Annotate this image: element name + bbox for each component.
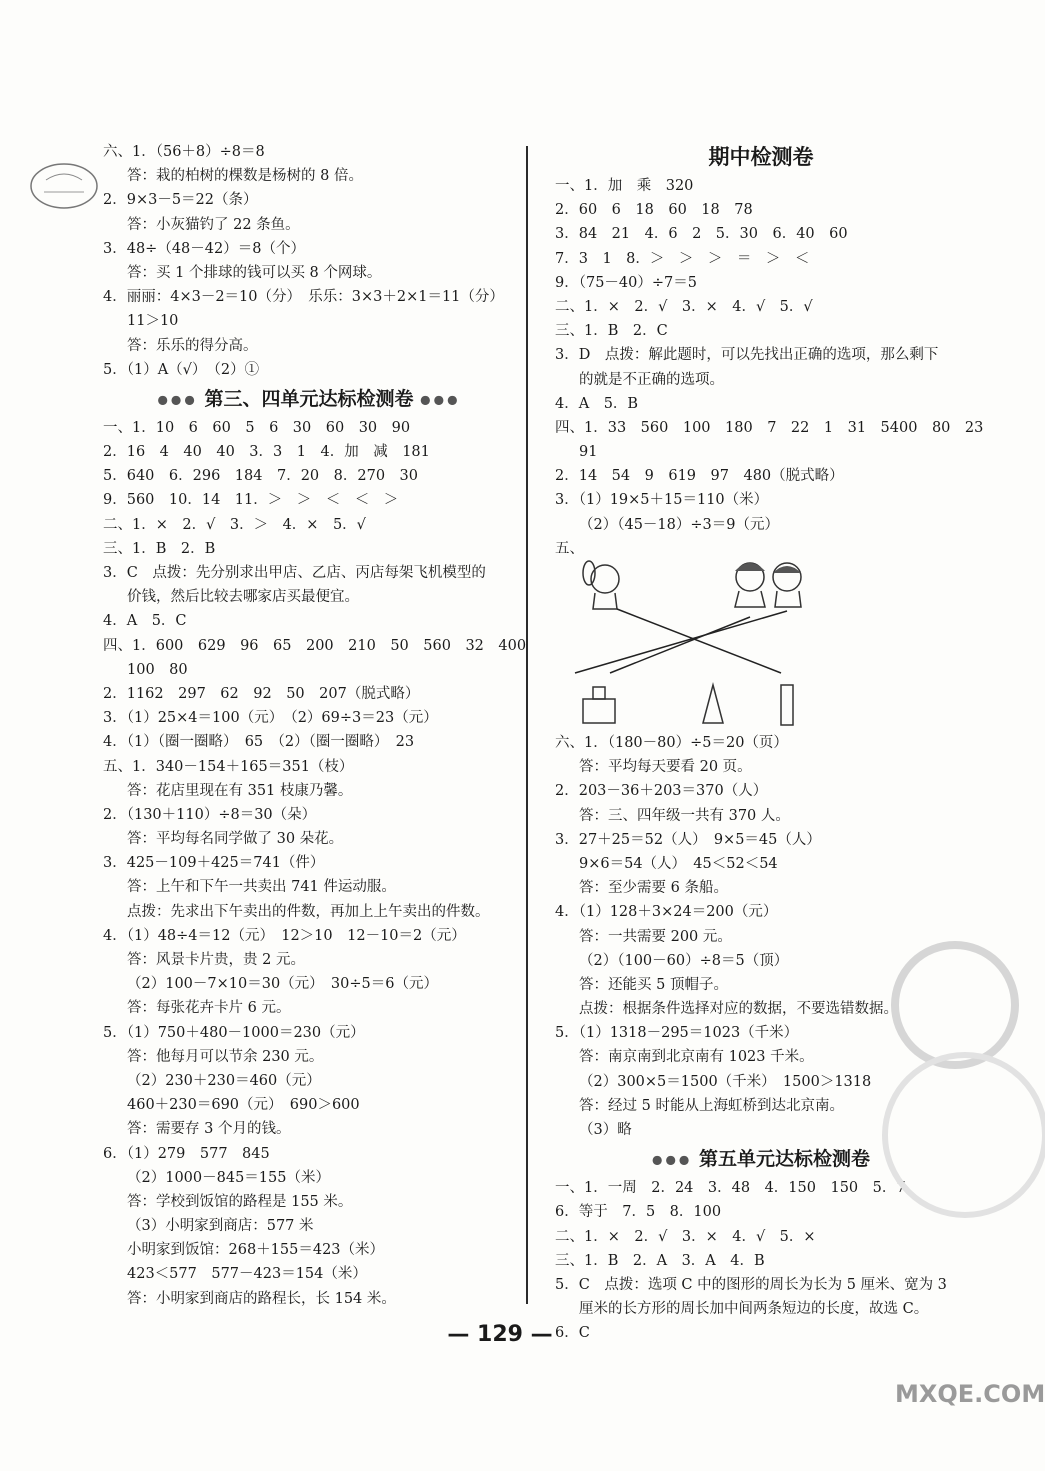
answer-line: 答：三、四年级一共有 370 人。 (579, 807, 790, 824)
answer-line: 答：还能买 5 顶帽子。 (579, 976, 728, 993)
matching-picture (555, 561, 967, 681)
answer-line: （2）300×5＝1500（千米） 1500＞1318 (579, 1073, 872, 1090)
building-icon (583, 687, 615, 723)
answer-line: 4．（1）48÷4＝12（元） 12＞10 12－10＝2（元） (103, 927, 466, 944)
answer-line: 9．（75－40）÷7＝5 (555, 274, 697, 291)
answer-line: （2）100－7×10＝30（元） 30÷5＝6（元） (127, 976, 438, 993)
answer-line: 2．203－36＋203＝370（人） (555, 783, 768, 800)
answer-line: 一、1．一周 2．24 3．48 4．150 150 5．7 (555, 1180, 906, 1197)
answer-line: 四、1．33 560 100 180 7 22 1 31 5400 80 23 (555, 419, 984, 436)
answer-line: 6．C (555, 1325, 590, 1342)
girl-icon (735, 563, 765, 607)
answer-line: 答：小明家到商店的路程长，长 154 米。 (127, 1290, 396, 1307)
matching-lines-figure (555, 561, 967, 681)
answer-line: 二、1．× 2．√ 3．＞ 4．× 5．√ (103, 516, 366, 533)
answer-line: 答：风景卡片贵，贵 2 元。 (127, 952, 305, 968)
answer-line: 5．（1）750＋480－1000＝230（元） (103, 1024, 365, 1041)
answer-line: 6．等于 7．5 8．100 (555, 1204, 722, 1221)
answer-line: （2）（100－60）÷8＝5（顶） (579, 952, 789, 969)
answer-line: 9．560 10．14 11．＞ ＞ ＜ ＜ ＞ (103, 492, 399, 509)
answer-line: 3．D 点拨：解此题时，可以先找出正确的选项，那么剩下 (555, 347, 939, 364)
study-stamp-icon (28, 160, 100, 212)
answer-line: 9×6＝54（人） 45＜52＜54 (579, 855, 778, 872)
answer-line: （2）230＋230＝460（元） (127, 1072, 321, 1089)
answer-line: 3．84 21 4．6 2 5．30 6．40 60 (555, 226, 848, 243)
answer-line: 的就是不正确的选项。 (579, 371, 724, 388)
answer-line: 一、1．10 6 60 5 6 30 60 30 90 (103, 419, 411, 436)
answer-line: 5．C 点拨：选项 C 中的图形的周长为长为 5 厘米、宽为 3 (555, 1276, 947, 1293)
answer-line: 2．9×3－5＝22（条） (103, 192, 258, 209)
answer-line: 答：买 1 个排球的钱可以买 8 个网球。 (127, 264, 382, 281)
answer-line: 三、1．B 2．A 3．A 4．B (555, 1252, 765, 1269)
answer-line: 价钱，然后比较去哪家店买最便宜。 (127, 589, 359, 606)
section-title-midterm: 期中检测卷 (708, 145, 814, 169)
answer-line: 答：平均每天要看 20 页。 (579, 759, 752, 776)
section-dots-icon: ●●● (651, 1152, 693, 1167)
section-title-unit34: ●●● 第三、四单元达标检测卷 ●●● (157, 387, 461, 410)
answer-line: 5．（1）1318－295＝1023（千米） (555, 1025, 799, 1042)
answer-line: 二、1．× 2．√ 3．× 4．√ 5．× (555, 1228, 816, 1245)
left-column (103, 140, 527, 1311)
answer-line: （2）（45－18）÷3＝9（元） (579, 516, 779, 533)
answer-line: 2．16 4 40 40 3．3 1 4．加 减 181 (103, 444, 430, 461)
answer-line: 答：乐乐的得分高。 (127, 337, 258, 354)
answer-line: （2）1000－845＝155（米） (127, 1169, 330, 1186)
section-dots-icon: ●●● (420, 392, 461, 407)
answer-line: 答：他每月可以节余 230 元。 (127, 1048, 324, 1065)
answer-line: 答：南京南到北京南有 1023 千米。 (579, 1049, 814, 1066)
answer-line: 4．A 5．C (103, 613, 187, 630)
answer-line: （3）小明家到商店：577 米 (127, 1218, 314, 1235)
answer-line: 答：一共需要 200 元。 (579, 928, 732, 945)
answer-line: 100 80 (127, 661, 188, 678)
answer-line: 二、1．× 2．√ 3．× 4．√ 5．√ (555, 298, 813, 315)
page-number: — 129 — (447, 1322, 553, 1347)
answer-line: 2．60 6 18 60 18 78 (555, 202, 753, 219)
answer-line: 3．48÷（48－42）＝8（个） (103, 240, 305, 257)
answer-line: 三、1．B 2．B (103, 540, 216, 557)
answer-line: 5．640 6．296 184 7．20 8．270 30 (103, 468, 419, 485)
answer-line: 6．（1）279 577 845 (103, 1145, 270, 1162)
answer-line: 五、1．340－154＋165＝351（枝） (103, 758, 354, 775)
answer-line: 2．1162 297 62 92 50 207（脱式略） (103, 685, 420, 702)
cuboid-icon (781, 685, 793, 725)
column-divider (526, 146, 528, 1304)
answer-line: 3．C 点拨：先分别求出甲店、乙店、丙店每架飞机模型的 (103, 565, 486, 581)
mascot-watermark-icon (845, 935, 1005, 1225)
answer-line: 五、 (555, 540, 584, 557)
answer-line: 答：栽的柏树的棵数是杨树的 8 倍。 (127, 168, 363, 185)
answer-line: 四、1．600 629 96 65 200 210 50 560 32 400 (103, 637, 527, 654)
answer-line: 厘米的长方形的周长加中间两条短边的长度，故选 C。 (579, 1301, 929, 1318)
answer-line: 4．A 5．B (555, 395, 639, 412)
answer-line: 答：花店里现在有 351 枝康乃馨。 (127, 782, 353, 799)
answer-line: 点拨：先求出下午卖出的件数，再加上上午卖出的件数。 (127, 903, 490, 920)
answer-line: 答：至少需要 6 条船。 (579, 880, 728, 897)
answer-line: 点拨：根据条件选择对应的数据，不要选错数据。 (579, 1001, 898, 1018)
answer-line: 7．3 1 8．＞ ＞ ＞ ＝ ＞ ＜ (555, 250, 810, 267)
answer-line: 4．丽丽：4×3－2＝10（分） 乐乐：3×3＋2×1＝11（分） (103, 289, 504, 306)
answer-line: 2．（130＋110）÷8＝30（朵） (103, 806, 317, 823)
answer-line: （3）略 (579, 1122, 632, 1138)
answer-line: 答：需要存 3 个月的钱。 (127, 1121, 291, 1138)
answer-line: 3．（1）19×5＋15＝110（米） (555, 492, 769, 509)
answer-line: 3．（1）25×4＝100（元） （2）69÷3＝23（元） (103, 710, 438, 727)
cone-icon (703, 685, 723, 723)
answer-line: 423＜577 577－423＝154（米） (127, 1266, 367, 1283)
answer-line: 小明家到饭馆：268＋155＝423（米） (127, 1242, 385, 1259)
answer-line: 91 (579, 444, 598, 461)
answer-line: 答：经过 5 时能从上海虹桥到达北京南。 (579, 1097, 844, 1114)
answer-line: 3．27＋25＝52（人） 9×5＝45（人） (555, 831, 821, 848)
answer-line: 六、1．（180－80）÷5＝20（页） (555, 735, 788, 751)
answer-line: 460＋230＝690（元） 690＞600 (127, 1097, 360, 1114)
answer-line: 5．（1）A（√） （2）① (103, 361, 260, 378)
answer-line: 三、1．B 2．C (555, 323, 668, 340)
matching-objects-row (555, 681, 967, 731)
answer-line: 3．425－109＋425＝741（件） (103, 855, 325, 872)
answer-line: 一、1．加 乘 320 (555, 178, 694, 194)
answer-line: 2．14 54 9 619 97 480（脱式略） (555, 468, 844, 485)
site-watermark: MXQE.COM (895, 1380, 1045, 1408)
section-title-unit5: ●●● 第五单元达标检测卷 (651, 1148, 871, 1171)
answer-line: 4．（1）（圈一圈略） 65 （2）（圈一圈略） 23 (103, 734, 415, 751)
answer-line: 答：上午和下午一共卖出 741 件运动服。 (127, 879, 396, 896)
answer-line: 答：平均每名同学做了 30 朵花。 (127, 831, 344, 848)
section-dots-icon: ●●● (157, 392, 198, 407)
answer-line: 11＞10 (127, 313, 179, 330)
answer-line: 六、1．（56＋8）÷8＝8 (103, 144, 265, 160)
answer-line: 答：小灰猫钓了 22 条鱼。 (127, 216, 300, 233)
boy-icon (773, 563, 801, 607)
answer-line: 4．（1）128＋3×24＝200（元） (555, 904, 778, 921)
answer-line: 答：学校到饭馆的路程是 155 米。 (127, 1193, 353, 1210)
answer-line: 答：每张花卉卡片 6 元。 (127, 1000, 291, 1017)
puppy-icon (583, 561, 619, 609)
